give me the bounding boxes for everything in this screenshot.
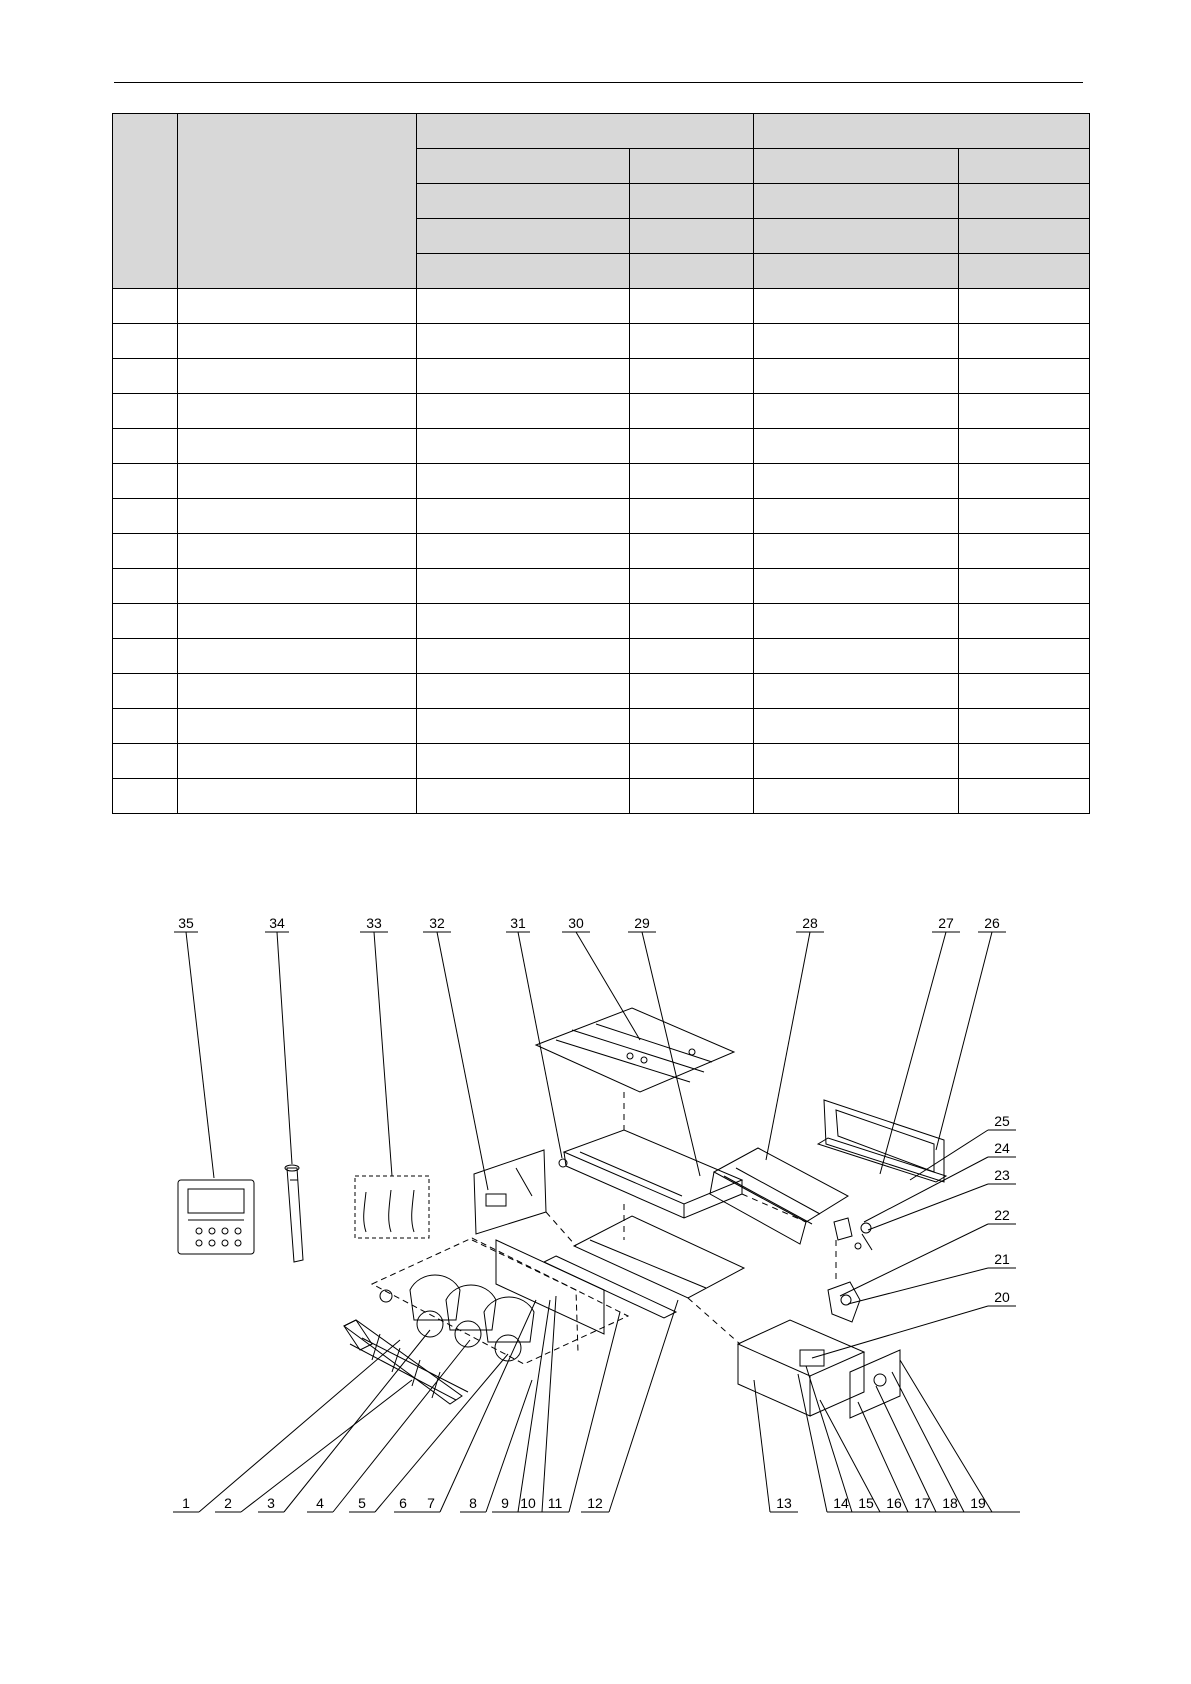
table-row — [113, 324, 1090, 359]
callout-30: 30 — [568, 915, 584, 931]
part-evaporator — [710, 1148, 848, 1244]
part-side-plate — [474, 1150, 546, 1234]
callout-7: 7 — [427, 1495, 435, 1511]
header-group-1 — [417, 114, 754, 149]
parts-table — [112, 113, 1090, 814]
table-row — [113, 429, 1090, 464]
table-row — [113, 534, 1090, 569]
callout-2: 2 — [224, 1495, 232, 1511]
table-row — [113, 639, 1090, 674]
part-small-components — [834, 1218, 872, 1250]
callout-4: 4 — [316, 1495, 324, 1511]
callout-26: 26 — [984, 915, 1000, 931]
part-wires — [355, 1176, 429, 1238]
part-filter — [344, 1320, 468, 1404]
table-row — [113, 569, 1090, 604]
callout-20: 20 — [994, 1289, 1010, 1305]
table-row — [113, 604, 1090, 639]
part-wired-controller — [178, 1180, 254, 1254]
header-row-1 — [113, 114, 1090, 149]
callout-13: 13 — [776, 1495, 792, 1511]
table-row — [113, 779, 1090, 814]
callout-22: 22 — [994, 1207, 1010, 1223]
callout-16: 16 — [886, 1495, 902, 1511]
callout-15: 15 — [858, 1495, 874, 1511]
callout-3: 3 — [267, 1495, 275, 1511]
table-row — [113, 289, 1090, 324]
callout-25: 25 — [994, 1113, 1010, 1129]
callout-9: 9 — [501, 1495, 509, 1511]
callout-8: 8 — [469, 1495, 477, 1511]
callout-10: 10 — [520, 1495, 536, 1511]
callout-11: 11 — [547, 1495, 563, 1511]
table-row — [113, 674, 1090, 709]
callout-33: 33 — [366, 915, 382, 931]
header-description-cell — [178, 114, 417, 289]
callout-34: 34 — [269, 915, 285, 931]
callout-31: 31 — [510, 915, 526, 931]
table-row — [113, 499, 1090, 534]
header-no-cell — [113, 114, 178, 289]
callout-19: 19 — [970, 1495, 986, 1511]
callout-29: 29 — [634, 915, 650, 931]
callout-18: 18 — [942, 1495, 958, 1511]
part-drain-pan — [564, 1130, 742, 1218]
table-row — [113, 464, 1090, 499]
part-drain-hose — [285, 1165, 303, 1262]
part-base-plates — [544, 1216, 744, 1318]
table-row — [113, 709, 1090, 744]
callout-21: 21 — [994, 1251, 1010, 1267]
callout-5: 5 — [358, 1495, 366, 1511]
callout-23: 23 — [994, 1167, 1010, 1183]
part-top-cover — [536, 1008, 734, 1092]
callout-12: 12 — [587, 1495, 603, 1511]
callout-14: 14 — [833, 1495, 849, 1511]
table-row — [113, 744, 1090, 779]
table-row — [113, 394, 1090, 429]
part-electric-box — [738, 1320, 900, 1418]
assembly-guides — [546, 1092, 836, 1344]
callout-27: 27 — [938, 915, 954, 931]
exploded-view-diagram — [0, 870, 1191, 1530]
table-row — [113, 359, 1090, 394]
part-fan-assembly — [372, 1238, 628, 1364]
callout-17: 17 — [914, 1495, 930, 1511]
callout-1: 1 — [182, 1495, 190, 1511]
callout-28: 28 — [802, 915, 818, 931]
header-rule — [114, 82, 1083, 83]
callout-24: 24 — [994, 1140, 1010, 1156]
header-group-2 — [754, 114, 1090, 149]
callout-32: 32 — [429, 915, 445, 931]
callout-35: 35 — [178, 915, 194, 931]
callout-6: 6 — [399, 1495, 407, 1511]
